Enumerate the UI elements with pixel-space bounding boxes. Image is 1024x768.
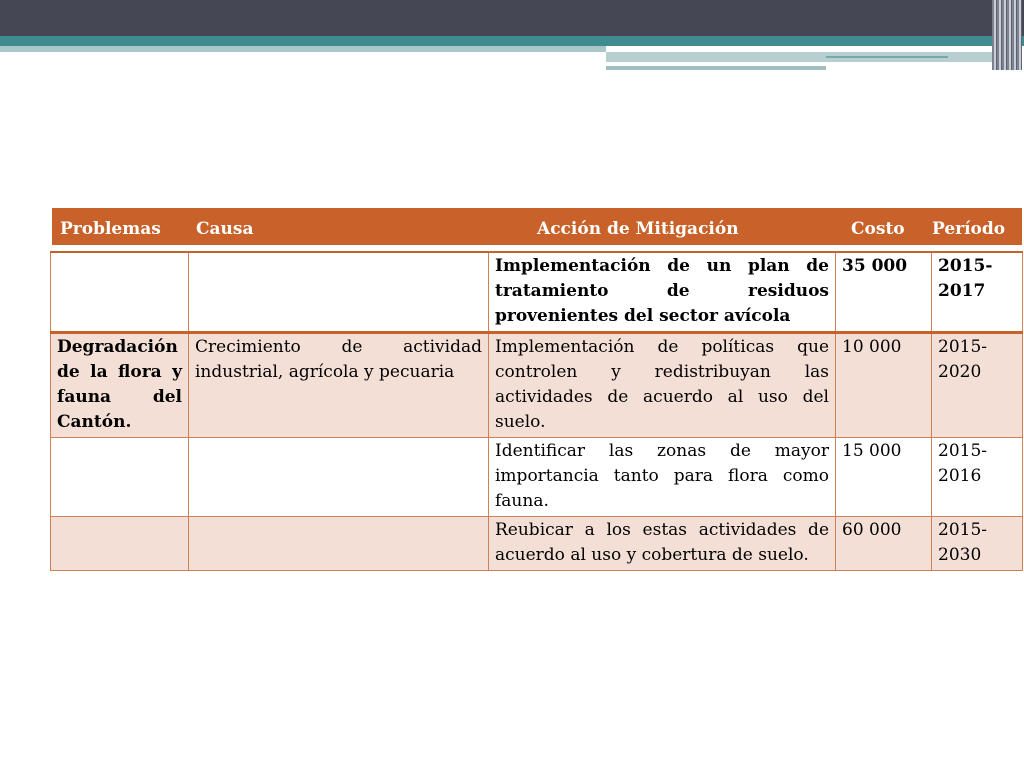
top-banner-light <box>0 46 606 52</box>
table-row <box>51 333 1023 438</box>
cell-costo: 15 000 <box>836 438 932 517</box>
cell-accion: Reubicar a los estas actividades de acuerdo al uso y cobertura de suelo. <box>489 517 836 571</box>
cell-costo: 60 000 <box>836 517 932 571</box>
top-banner-teal <box>0 36 1024 46</box>
cell-causa <box>189 517 489 571</box>
cell-costo: 10 000 <box>836 333 932 438</box>
cell-accion: Implementación de políticas que controlen y redistribuyan las actividades de acuerdo al uso del suelo. <box>489 333 836 438</box>
cell-problema: Degradación de la flora y fauna del Cantón. <box>51 333 189 438</box>
top-banner-stripes <box>992 0 1022 70</box>
table-row <box>51 438 1023 517</box>
table-row <box>51 252 1023 333</box>
cell-problema <box>51 517 189 571</box>
cell-periodo: 2015-2030 <box>932 517 1023 571</box>
mitigation-table <box>50 251 1023 571</box>
cell-periodo: 2015-2016 <box>932 438 1023 517</box>
top-banner-thin-line-2 <box>826 56 948 58</box>
cell-problema <box>51 438 189 517</box>
table-row <box>51 517 1023 571</box>
cell-causa <box>189 438 489 517</box>
cell-accion: Implementación de un plan de tratamiento de residuos provenientes del sector avícola <box>489 252 836 333</box>
cell-periodo: 2015-2020 <box>932 333 1023 438</box>
cell-problema <box>51 252 189 333</box>
header-costo: Costo <box>851 219 905 239</box>
cell-causa: Crecimiento de actividad industrial, agrícola y pecuaria <box>189 333 489 438</box>
header-causa: Causa <box>196 219 254 239</box>
cell-accion: Identificar las zonas de mayor importancia tanto para flora como fauna. <box>489 438 836 517</box>
cell-causa <box>189 252 489 333</box>
top-banner-dark <box>0 0 1024 36</box>
header-accion: Acción de Mitigación <box>537 219 739 239</box>
header-problemas: Problemas <box>60 219 161 239</box>
table-header <box>52 208 1022 245</box>
header-periodo: Período <box>932 219 1006 239</box>
cell-periodo: 2015-2017 <box>932 252 1023 333</box>
top-banner-thin-line <box>606 66 826 70</box>
cell-costo: 35 000 <box>836 252 932 333</box>
